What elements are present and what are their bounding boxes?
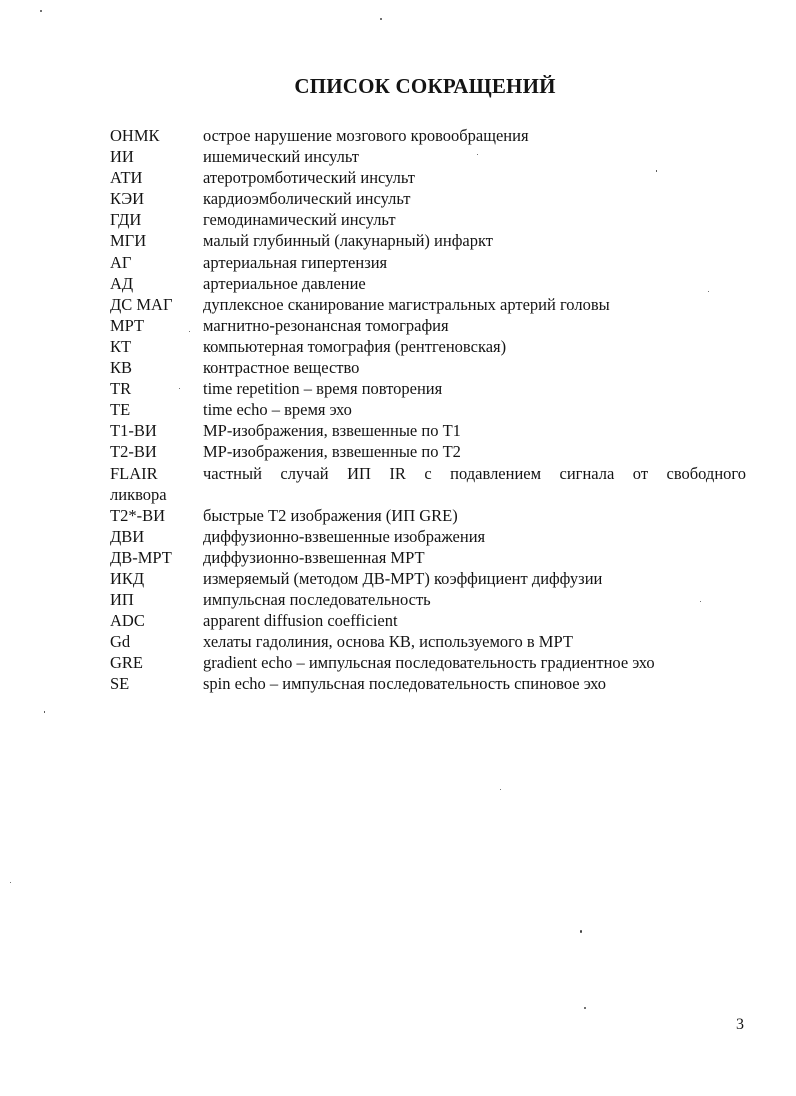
abbreviation-term: TR bbox=[110, 379, 132, 399]
abbreviation-definition: магнитно-резонансная томография bbox=[203, 315, 449, 335]
abbreviation-definition: частный случай ИП IR с подавлением сигнала от свободного bbox=[203, 463, 746, 483]
scan-speck bbox=[44, 711, 45, 713]
abbreviation-term: ОНМК bbox=[110, 126, 160, 145]
abbreviation-row bbox=[110, 146, 750, 167]
abbreviation-row bbox=[110, 209, 750, 230]
scan-speck bbox=[477, 154, 478, 155]
abbreviation-row bbox=[110, 399, 750, 420]
abbreviation-row bbox=[110, 610, 750, 631]
abbreviation-row bbox=[110, 441, 750, 462]
abbreviation-definition: малый глубинный (лакунарный) инфаркт bbox=[203, 231, 493, 251]
abbreviation-term: T1-ВИ bbox=[110, 421, 157, 441]
abbreviation-term: АД bbox=[110, 273, 134, 293]
abbreviation-term: КТ bbox=[110, 336, 132, 356]
abbreviation-definition: диффузионно-взвешенная МРТ bbox=[203, 547, 425, 567]
abbreviation-term: ИИ bbox=[110, 147, 134, 167]
abbreviation-row bbox=[110, 631, 750, 652]
abbreviation-row bbox=[110, 378, 750, 399]
abbreviation-term: АГ bbox=[110, 252, 132, 272]
abbreviation-row bbox=[110, 188, 750, 209]
abbreviation-row bbox=[110, 505, 750, 526]
abbreviation-definition: атеротромботический инсульт bbox=[203, 168, 416, 188]
abbreviation-row bbox=[110, 463, 750, 484]
scan-speck bbox=[580, 930, 582, 933]
abbreviation-row bbox=[110, 125, 750, 146]
abbreviation-definition: МР-изображения, взвешенные по T1 bbox=[203, 421, 461, 441]
abbreviation-definition: дуплексное сканирование магистральных артерий головы bbox=[203, 294, 610, 314]
abbreviation-term: КЭИ bbox=[110, 189, 145, 209]
abbreviation-definition: артериальное давление bbox=[203, 273, 366, 293]
scan-speck bbox=[584, 1007, 586, 1009]
abbreviation-term: Gd bbox=[110, 632, 131, 652]
abbreviation-definition: артериальная гипертензия bbox=[203, 252, 388, 272]
abbreviation-term: АТИ bbox=[110, 168, 143, 188]
scan-speck bbox=[10, 882, 11, 883]
abbreviation-definition: компьютерная томография (рентгеновская) bbox=[203, 336, 507, 356]
abbreviation-term: ИКД bbox=[110, 568, 145, 588]
abbreviation-row bbox=[110, 652, 750, 673]
page-title: СПИСОК СОКРАЩЕНИЙ bbox=[294, 74, 556, 98]
abbreviation-definition: МР-изображения, взвешенные по T2 bbox=[203, 442, 461, 462]
abbreviation-term: T2-ВИ bbox=[110, 442, 157, 462]
abbreviation-row bbox=[110, 230, 750, 251]
abbreviation-term: МГИ bbox=[110, 231, 147, 251]
abbreviation-definition: острое нарушение мозгового кровообращения bbox=[203, 126, 529, 145]
abbreviation-term: ДВ-МРТ bbox=[110, 547, 172, 567]
scan-speck bbox=[656, 170, 657, 172]
abbreviation-definition: gradient echo – импульсная последовательность градиентное эхо bbox=[203, 653, 655, 673]
abbreviation-definition: гемодинамический инсульт bbox=[203, 210, 396, 230]
scan-speck bbox=[189, 331, 190, 332]
abbreviation-definition: измеряемый (методом ДВ-МРТ) коэффициент диффузии bbox=[203, 568, 603, 588]
scan-speck bbox=[500, 789, 501, 790]
abbreviation-term: SE bbox=[110, 674, 130, 694]
abbreviation-term: ИП bbox=[110, 590, 134, 610]
abbreviation-row bbox=[110, 315, 750, 336]
abbreviation-row bbox=[110, 420, 750, 441]
abbreviation-definition: импульсная последовательность bbox=[203, 590, 431, 610]
abbreviation-row bbox=[110, 273, 750, 294]
abbreviation-term: T2*-ВИ bbox=[110, 505, 165, 525]
abbreviation-term: КВ bbox=[110, 358, 133, 378]
abbreviation-row bbox=[110, 252, 750, 273]
page-number: 3 bbox=[736, 1016, 744, 1033]
abbreviation-definition: кардиоэмболический инсульт bbox=[203, 189, 411, 209]
scan-speck bbox=[179, 388, 180, 389]
abbreviation-definition: ишемический инсульт bbox=[203, 147, 359, 167]
abbreviation-term: FLAIR bbox=[110, 463, 158, 483]
abbreviation-row bbox=[110, 673, 750, 694]
abbreviation-definition: быстрые T2 изображения (ИП GRE) bbox=[203, 505, 458, 525]
abbreviation-term: TE bbox=[110, 400, 131, 420]
abbreviation-term: ДС МАГ bbox=[110, 294, 173, 314]
abbreviation-row bbox=[110, 336, 750, 357]
abbreviation-term: ADC bbox=[110, 611, 145, 631]
abbreviation-definition-continuation: ликвора bbox=[110, 484, 167, 504]
abbreviation-definition: spin echo – импульсная последовательность спиновое эхо bbox=[203, 674, 607, 694]
abbreviation-row bbox=[110, 294, 750, 315]
abbreviation-row bbox=[110, 357, 750, 378]
scan-speck bbox=[700, 601, 701, 602]
abbreviation-row bbox=[110, 589, 750, 610]
abbreviation-definition: time repetition – время повторения bbox=[203, 379, 443, 399]
scan-speck bbox=[380, 18, 382, 20]
abbreviation-continuation-row bbox=[110, 484, 750, 505]
abbreviation-definition: диффузионно-взвешенные изображения bbox=[203, 526, 486, 546]
abbreviation-row bbox=[110, 526, 750, 547]
abbreviation-definition: time echo – время эхо bbox=[203, 400, 352, 420]
abbreviation-definition: хелаты гадолиния, основа КВ, используемого в МРТ bbox=[203, 632, 573, 652]
abbreviation-definition: apparent diffusion coefficient bbox=[203, 611, 398, 631]
abbreviation-term: GRE bbox=[110, 653, 143, 673]
scan-speck bbox=[40, 10, 42, 12]
abbreviation-term: ДВИ bbox=[110, 526, 145, 546]
abbreviation-term: ГДИ bbox=[110, 210, 142, 230]
scan-speck bbox=[708, 291, 709, 292]
abbreviation-row bbox=[110, 568, 750, 589]
abbreviation-row bbox=[110, 167, 750, 188]
abbreviation-term: МРТ bbox=[110, 315, 145, 335]
abbreviation-list bbox=[110, 125, 750, 695]
abbreviation-definition: контрастное вещество bbox=[203, 358, 360, 378]
abbreviation-row bbox=[110, 547, 750, 568]
